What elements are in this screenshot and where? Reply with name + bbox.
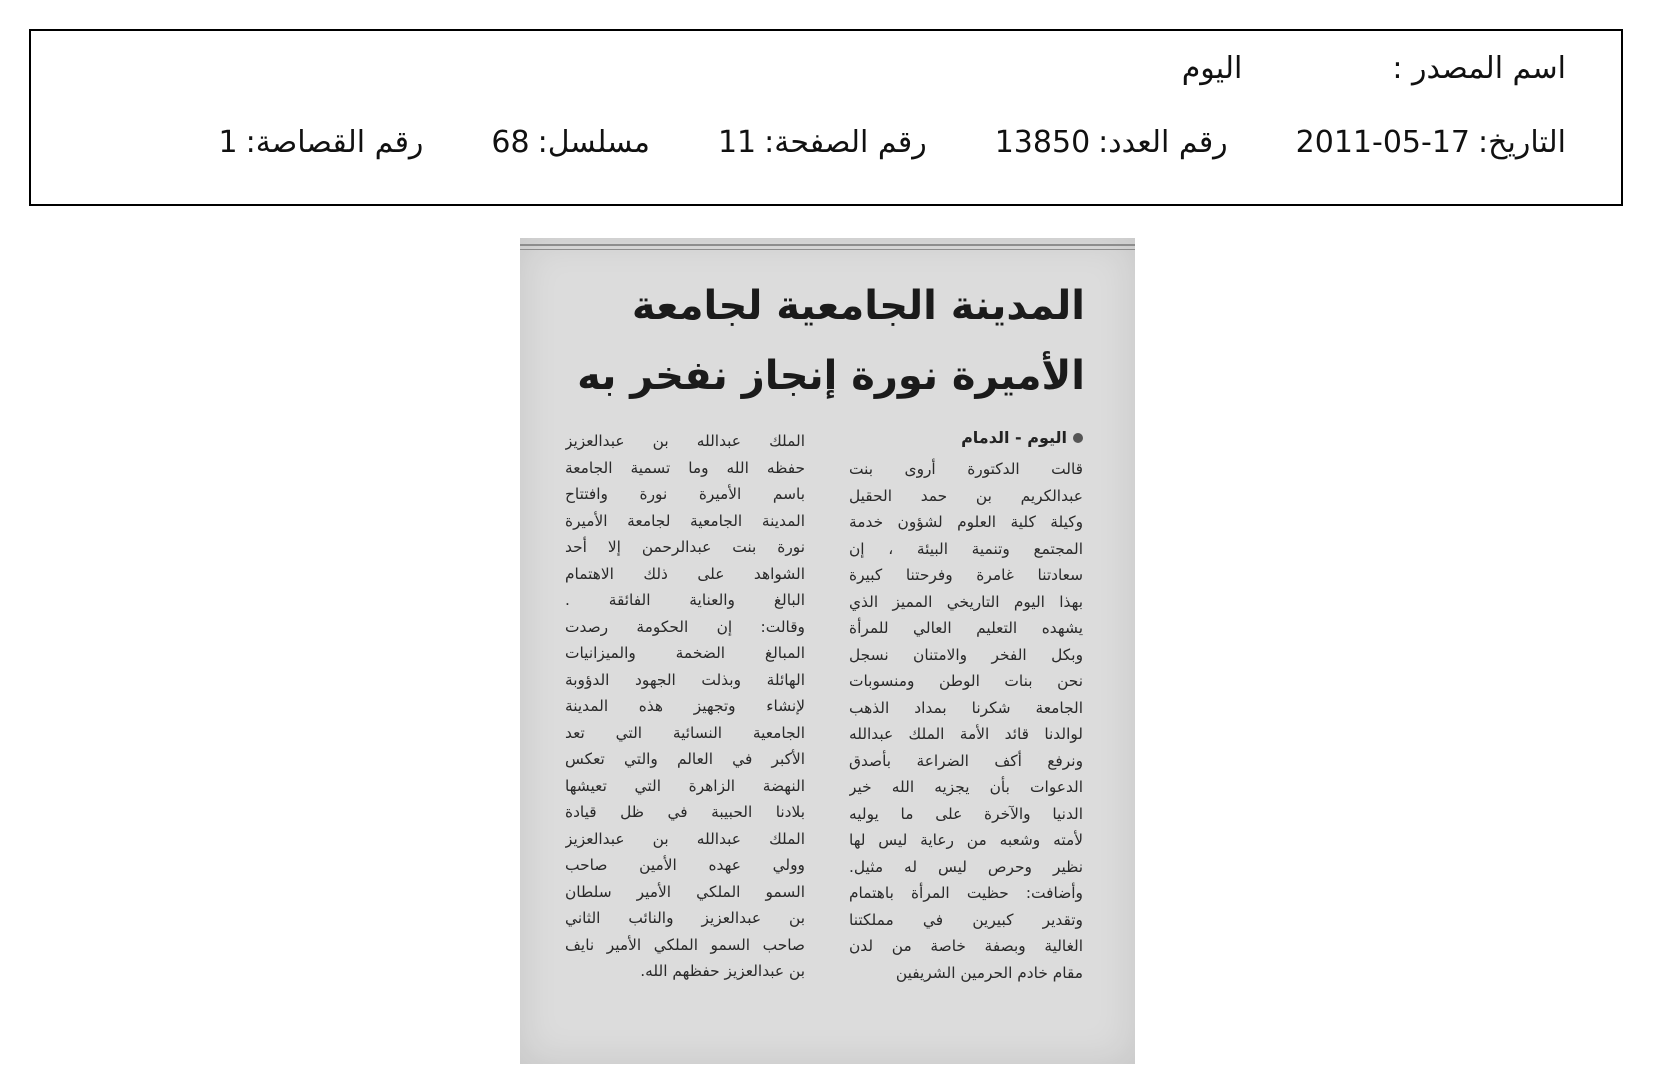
article-line: وقالت: إن الحكومة رصدت xyxy=(565,617,805,636)
article-line: الدعوات بأن يجزيه الله خير xyxy=(849,778,1083,796)
article-line: ونرفع أكف الضراعة بأصدق xyxy=(849,751,1083,770)
article-line: الهائلة وبذلت الجهود الدؤوبة xyxy=(565,670,805,689)
article-line: مقام خادم الحرمين الشريفين xyxy=(895,963,1083,982)
source-row xyxy=(71,51,1566,86)
article-line: الجامعية النسائية التي تعد xyxy=(565,723,805,742)
serial-field xyxy=(491,125,650,160)
article-line: المجتمع وتنمية البيئة ، إن xyxy=(849,539,1083,558)
source-label: اسم المصدر : xyxy=(1392,51,1566,86)
page-label: رقم الصفحة: xyxy=(764,125,927,160)
article-column-right xyxy=(849,456,1083,986)
article-line: الغالية وبصفة خاصة من لدن xyxy=(849,937,1083,955)
page-value: 11 xyxy=(717,125,757,160)
article-line: سعادتنا غامرة وفرحتنا كبيرة xyxy=(849,566,1083,584)
article-line: باسم الأميرة نورة وافتتاح xyxy=(565,485,805,503)
article-line: بهذا اليوم التاريخي المميز الذي xyxy=(849,592,1083,611)
details-row xyxy=(71,125,1566,160)
article-line: نحن بنات الوطن ومنسوبات xyxy=(849,672,1083,690)
article-line: وبكل الفخر والامتنان نسجل xyxy=(849,645,1083,664)
article-line: عبدالكريم بن حمد الحقيل xyxy=(849,486,1083,505)
article-line: صاحب السمو الملكي الأمير نايف xyxy=(565,935,805,954)
top-rule xyxy=(520,244,1135,246)
article-line: النهضة الزاهرة التي تعيشها xyxy=(565,776,805,795)
date-value: 2011-05-17 xyxy=(1295,125,1471,160)
issue-field xyxy=(995,125,1228,160)
article-line: السمو الملكي الأمير سلطان xyxy=(565,882,805,901)
byline-text: اليوم - الدمام xyxy=(961,428,1067,447)
byline xyxy=(961,428,1083,447)
article-line: وأضافت: حظيت المرأة باهتمام xyxy=(849,884,1083,902)
article-line: لوالدنا قائد الأمة الملك عبدالله xyxy=(849,725,1083,743)
top-rule-thin xyxy=(520,249,1135,250)
clip-number-field xyxy=(219,125,424,160)
source-value: اليوم xyxy=(1181,51,1243,86)
article-line: يشهده التعليم العالي للمرأة xyxy=(849,619,1083,637)
headline-line-2: الأميرة نورة إنجاز نفخر به xyxy=(577,353,1085,399)
clip-number-label: رقم القصاصة: xyxy=(245,125,424,160)
headline-line-1: المدينة الجامعية لجامعة xyxy=(631,283,1085,329)
article-headline xyxy=(525,271,1085,411)
article-line: الدنيا والآخرة على ما يوليه xyxy=(849,804,1083,823)
source-field xyxy=(1392,51,1566,86)
page-field xyxy=(718,125,927,160)
date-label: التاريخ: xyxy=(1478,125,1566,160)
article-line: الشواهد على ذلك الاهتمام xyxy=(565,564,805,583)
article-line: البالغ والعناية الفائقة . xyxy=(565,591,805,609)
article-line: الملك عبدالله بن عبدالعزيز xyxy=(565,829,805,848)
article-line: وولي عهده الأمين صاحب xyxy=(565,856,805,874)
article-column-left xyxy=(565,428,805,985)
article-line: الأكبر في العالم والتي تعكس xyxy=(565,750,805,768)
serial-value: 68 xyxy=(491,125,530,160)
article-line: الملك عبدالله بن عبدالعزيز xyxy=(565,432,805,450)
bullet-icon xyxy=(1073,433,1083,443)
article-line: بلادنا الحبيبة في ظل قيادة xyxy=(565,803,805,821)
article-line: بن عبدالعزيز والنائب الثاني xyxy=(565,909,805,927)
article-line: لإنشاء وتجهيز هذه المدينة xyxy=(565,697,805,715)
article-line: الجامعة شكرنا بمداد الذهب xyxy=(849,698,1083,717)
clipping-metadata-box xyxy=(29,29,1623,206)
article-line: حفظه الله وما تسمية الجامعة xyxy=(565,458,805,477)
article-line: قالت الدكتورة أروى بنت xyxy=(849,460,1083,478)
issue-value: 13850 xyxy=(994,125,1091,160)
source-value-field xyxy=(1182,51,1243,86)
article-line: المبالغ الضخمة والميزانيات xyxy=(565,644,805,662)
date-field xyxy=(1296,125,1566,160)
article-line: لأمته وشعبه من رعاية ليس لها xyxy=(849,831,1083,849)
issue-label: رقم العدد: xyxy=(1098,125,1228,160)
clip-number-value: 1 xyxy=(218,125,238,160)
article-line: نظير وحرص ليس له مثيل. xyxy=(849,857,1083,876)
article-line: نورة بنت عبدالرحمن إلا أحد xyxy=(565,538,805,556)
article-line: وتقدير كبيرين في مملكتنا xyxy=(849,910,1083,929)
article-line: وكيلة كلية العلوم لشؤون خدمة xyxy=(849,513,1083,531)
newspaper-clipping xyxy=(520,238,1135,1064)
serial-label: مسلسل: xyxy=(537,125,650,160)
article-line: المدينة الجامعية لجامعة الأميرة xyxy=(565,511,805,530)
article-line: بن عبدالعزيز حفظهم الله. xyxy=(640,962,805,980)
